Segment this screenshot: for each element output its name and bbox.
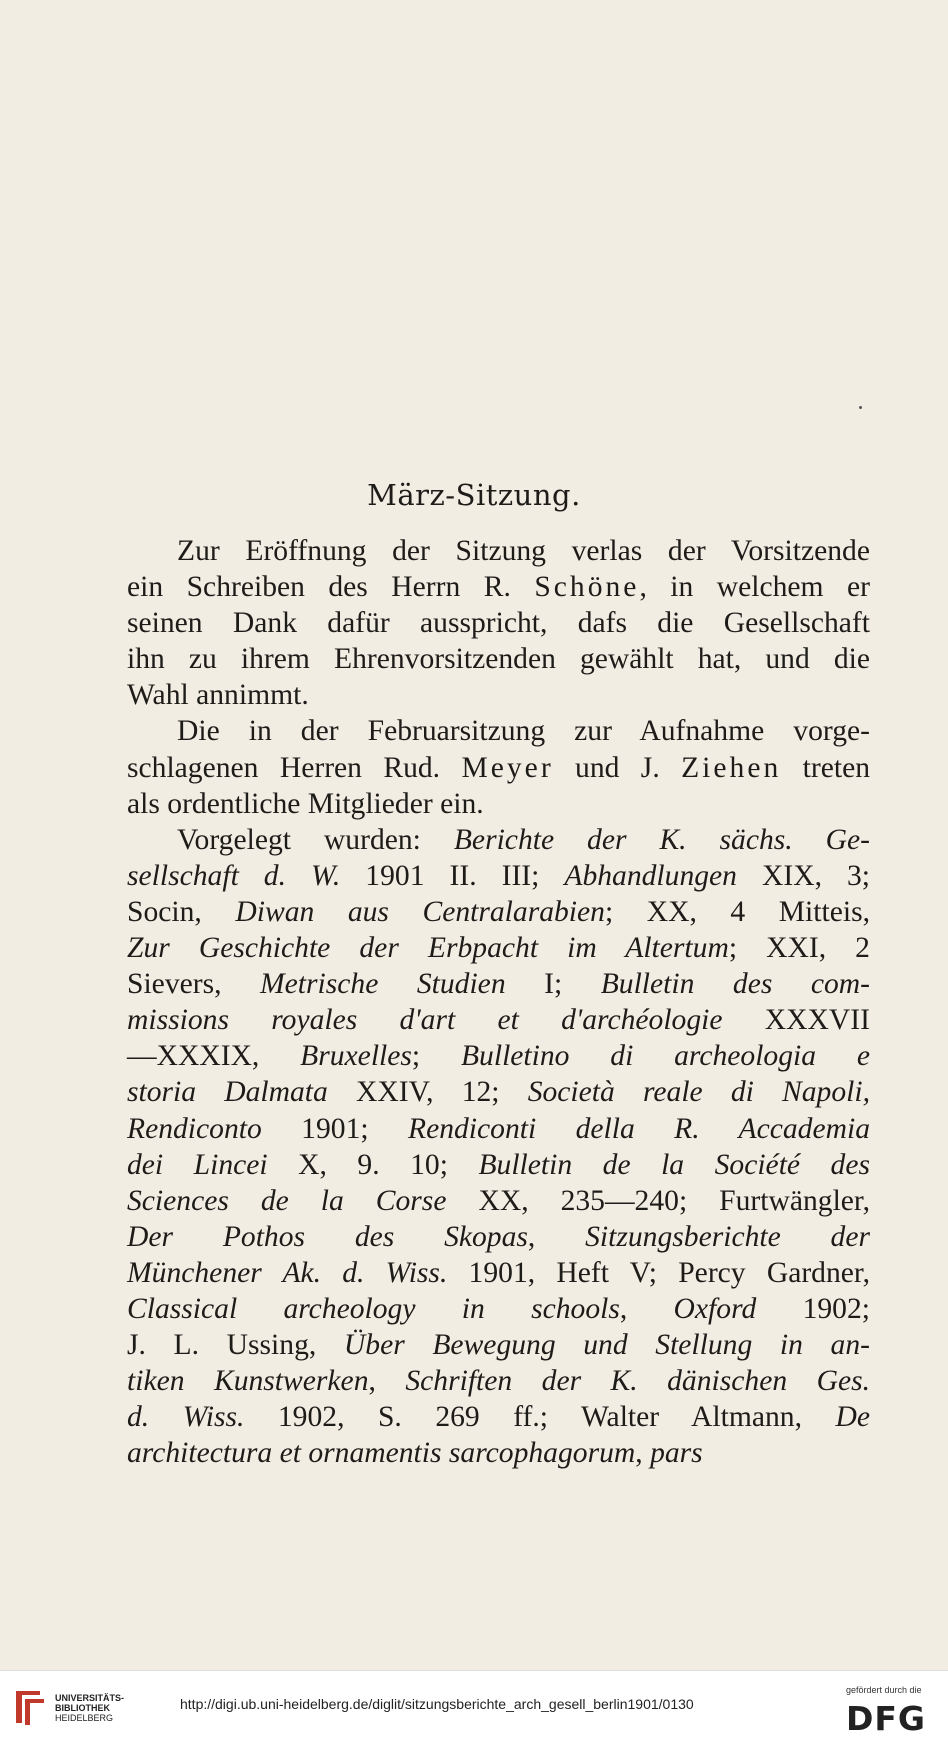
text-segment: dei Lincei [127,1148,268,1181]
text-segment: Bruxelles [300,1040,412,1073]
text-line [127,641,870,677]
text-line [127,1002,870,1038]
text-line [127,786,870,822]
text-segment: Rendiconto [127,1112,262,1145]
text-segment: XXXVII [722,1004,870,1037]
text-segment: Rendiconti della R. Accademia [408,1112,870,1145]
text-segment: Sciences de la Corse [127,1184,447,1217]
text-segment: storia Dalmata [127,1076,328,1109]
text-segment: ; XXI, 2 [728,932,870,965]
text-line [127,1255,870,1291]
library-line-2: BIBLIOTHEK [55,1703,110,1713]
text-segment: seinen Dank dafür ausspricht, dafs die Gesellschaft [127,607,870,640]
text-segment: missions royales d'art et d'archéologie [127,1004,723,1037]
text-segment: —XXXIX, [127,1040,301,1073]
text-segment: d. Wiss. [127,1401,245,1434]
text-segment: I; [505,968,601,1001]
text-segment: , [527,1220,586,1253]
dfg-logo: DFG [846,1699,927,1738]
text-segment: XX, 235—240; Furtwängler, [446,1184,870,1217]
text-line [127,533,870,569]
text-segment: J. L. Ussing, [127,1329,344,1362]
text-segment: Zur Geschichte der Erbpacht im Altertum [127,932,729,965]
text-line [127,1038,870,1074]
text-segment: Bulletino di archeologia e [460,1040,870,1073]
text-segment: treten [781,751,870,784]
text-segment: Berichte der K. sächs. Ge- [453,823,870,856]
source-url-link[interactable]: http://digi.ub.uni-heidelberg.de/diglit/sitzungsberichte_arch_gesell_berlin1901/0130 [180,1696,694,1712]
text-segment: Socin, [127,895,236,928]
text-segment: Ziehen [681,751,782,784]
text-segment: Società reale di Napoli, [527,1076,870,1109]
text-segment: als ordentliche Mitglieder ein. [127,787,484,820]
text-segment: XXIV, 12; [327,1076,528,1109]
text-line [127,677,870,713]
text-segment: ihn zu ihrem Ehrenvorsitzenden gewählt hat, und die [127,643,870,676]
text-line [127,1363,870,1399]
text-segment: 1902; [756,1292,870,1325]
text-segment: 1902, S. 269 ff.; Walter Altmann, [244,1401,836,1434]
text-segment: Über Bewegung und Stellung in an- [343,1329,870,1362]
text-segment: , [635,1437,651,1470]
text-line [127,569,870,605]
text-segment: Meyer [461,751,554,784]
text-segment: Der Pothos des Skopas [127,1220,528,1253]
text-line [127,1399,870,1435]
library-logo-icon [10,1685,48,1729]
text-segment: Die in der Februarsitzung zur Aufnahme vorge- [177,715,870,748]
text-line [127,1074,870,1110]
text-segment: Sitzungsberichte der [585,1220,870,1253]
text-segment: Vorgelegt wurden: [177,823,454,856]
library-name [55,1693,124,1723]
text-segment: ; [411,1040,461,1073]
library-line-3: HEIDELBERG [55,1713,114,1723]
text-segment: 1901; [261,1112,408,1145]
footer-bar [0,1670,948,1744]
text-segment: schlagenen Herren Rud. [127,751,462,784]
text-segment: Bulletin de la Société des [478,1148,871,1181]
text-segment: XIX, 3; [736,859,870,892]
page-heading: März-Sitzung. [367,478,581,512]
text-line [127,1219,870,1255]
text-segment: sellschaft d. W. [127,859,341,892]
text-segment: 1901 II. III; [340,859,565,892]
text-line [127,966,870,1002]
text-segment: Münchener Ak. d. Wiss. [127,1256,448,1289]
text-line [127,1111,870,1147]
text-segment: Schöne [534,571,640,604]
text-segment: Classical archeology in schools [127,1292,620,1325]
text-line [127,1327,870,1363]
library-line-1: UNIVERSITÄTS- [55,1693,125,1703]
text-segment: X, 9. 10; [267,1148,479,1181]
text-segment: , [368,1365,406,1398]
scan-speck [859,406,862,409]
text-segment: Metrische Studien [260,968,506,1001]
text-segment: tiken Kunstwerken [127,1365,369,1398]
text-segment: architectura et ornamentis sarcophagorum [127,1437,636,1470]
body-text [127,533,870,1471]
text-line [127,713,870,749]
text-segment: pars [650,1437,703,1470]
text-segment: De [835,1401,870,1434]
text-segment: ; XX, 4 Mitteis, [604,895,870,928]
text-line [127,858,870,894]
text-line [127,894,870,930]
text-segment: Wahl annimmt. [127,679,309,712]
text-segment: Diwan aus Centralarabien [235,895,605,928]
text-segment: , [619,1292,674,1325]
text-segment: Bulletin des com- [600,968,870,1001]
text-segment: Sievers, [127,968,261,1001]
text-line [127,930,870,966]
text-segment: und J. [553,751,682,784]
text-segment: , in welchem er [639,571,870,604]
text-line [127,605,870,641]
text-segment: Oxford [673,1292,757,1325]
text-segment: 1901, Heft V; Percy Gardner, [447,1256,870,1289]
text-line [127,750,870,786]
text-line [127,1147,870,1183]
text-segment: ein Schreiben des Herrn R. [127,571,535,604]
text-line [127,1291,870,1327]
funding-note: gefördert durch die [846,1685,922,1695]
text-segment: Zur Eröffnung der Sitzung verlas der Vorsitzende [177,535,870,567]
text-line [127,822,870,858]
text-segment: Abhandlungen [564,859,737,892]
text-line [127,1183,870,1219]
text-line [127,1435,870,1471]
text-segment: Schriften der K. dänischen Ges. [405,1365,870,1398]
